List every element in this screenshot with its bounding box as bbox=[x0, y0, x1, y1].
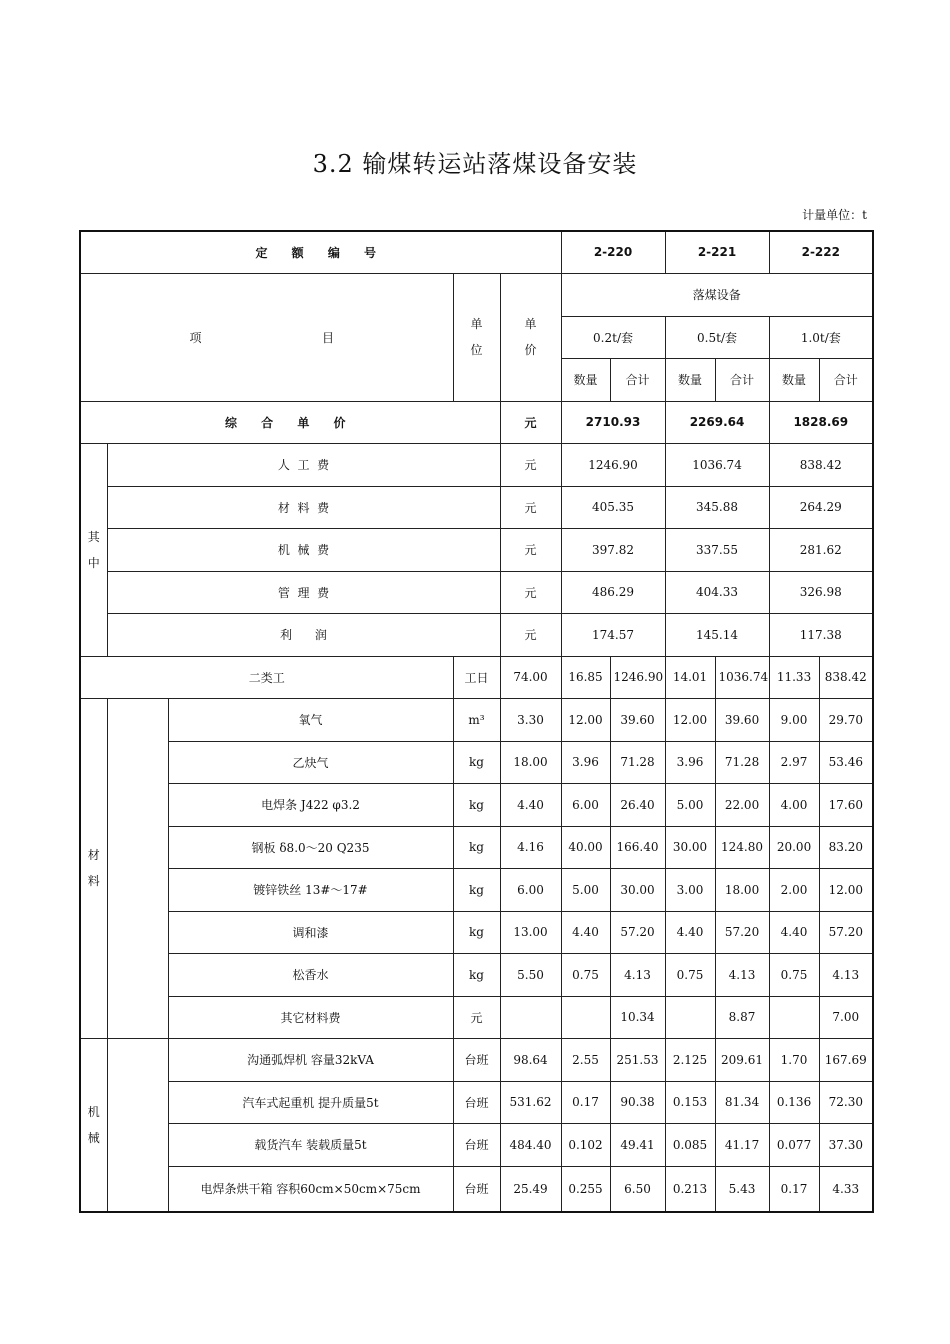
material-cell: 124.80 bbox=[715, 826, 769, 868]
breakdown-unit: 元 bbox=[500, 613, 561, 656]
material-price: 18.00 bbox=[500, 741, 561, 783]
machinery-cell: 0.213 bbox=[665, 1166, 715, 1212]
machinery-price: 98.64 bbox=[500, 1038, 561, 1081]
material-cell: 4.13 bbox=[610, 953, 665, 996]
material-cell: 5.00 bbox=[561, 868, 610, 911]
machinery-price: 484.40 bbox=[500, 1123, 561, 1166]
machinery-row bbox=[80, 1123, 873, 1166]
labor-cell: 1246.90 bbox=[610, 656, 665, 698]
material-cell: 40.00 bbox=[561, 826, 610, 868]
machinery-cell: 1.70 bbox=[769, 1038, 819, 1081]
materials-section bbox=[80, 698, 873, 1038]
machinery-blank bbox=[107, 1038, 168, 1212]
material-cell: 6.00 bbox=[561, 783, 610, 826]
materials-blank bbox=[107, 698, 168, 1038]
labor-price: 74.00 bbox=[500, 656, 561, 698]
machinery-cell: 251.53 bbox=[610, 1038, 665, 1081]
material-cell: 57.20 bbox=[715, 911, 769, 953]
machinery-cell: 0.085 bbox=[665, 1123, 715, 1166]
machinery-name: 沟通弧焊机 容量32kVA bbox=[168, 1038, 453, 1081]
item-label: 项 目 bbox=[80, 273, 453, 401]
labor-cell: 11.33 bbox=[769, 656, 819, 698]
measurement-unit-note: 计量单位：t bbox=[802, 208, 867, 222]
machinery-name: 电焊条烘干箱 容积60cm×50cm×75cm bbox=[168, 1166, 453, 1212]
group-label: 落煤设备 bbox=[561, 273, 873, 316]
material-cell: 12.00 bbox=[665, 698, 715, 741]
machinery-section bbox=[80, 1038, 873, 1212]
breakdown-value: 486.29 bbox=[561, 571, 665, 613]
labor-cell: 14.01 bbox=[665, 656, 715, 698]
machinery-cell: 4.33 bbox=[819, 1166, 873, 1212]
material-cell: 3.00 bbox=[665, 868, 715, 911]
material-price: 4.40 bbox=[500, 783, 561, 826]
breakdown-row bbox=[80, 613, 873, 656]
machinery-cell: 81.34 bbox=[715, 1081, 769, 1123]
machinery-cell: 72.30 bbox=[819, 1081, 873, 1123]
breakdown-unit: 元 bbox=[500, 571, 561, 613]
material-cell: 57.20 bbox=[610, 911, 665, 953]
material-cell bbox=[561, 996, 610, 1038]
material-cell bbox=[665, 996, 715, 1038]
materials-group-label: 材 料 bbox=[80, 698, 107, 1038]
labor-label: 二类工 bbox=[80, 656, 453, 698]
material-row bbox=[80, 953, 873, 996]
material-unit: 元 bbox=[453, 996, 500, 1038]
material-cell: 0.75 bbox=[665, 953, 715, 996]
material-cell: 166.40 bbox=[610, 826, 665, 868]
machinery-cell: 0.255 bbox=[561, 1166, 610, 1212]
material-price bbox=[500, 996, 561, 1038]
breakdown-value: 397.82 bbox=[561, 528, 665, 571]
material-price: 6.00 bbox=[500, 868, 561, 911]
composite-row bbox=[80, 401, 873, 443]
spec-2: 1.0t/套 bbox=[769, 316, 873, 358]
material-name: 其它材料费 bbox=[168, 996, 453, 1038]
machinery-cell: 2.125 bbox=[665, 1038, 715, 1081]
machinery-cell: 49.41 bbox=[610, 1123, 665, 1166]
code-row bbox=[80, 231, 873, 273]
material-cell: 0.75 bbox=[561, 953, 610, 996]
machinery-row bbox=[80, 1081, 873, 1123]
material-row bbox=[80, 911, 873, 953]
breakdown-unit: 元 bbox=[500, 528, 561, 571]
machinery-price: 531.62 bbox=[500, 1081, 561, 1123]
breakdown-value: 345.88 bbox=[665, 486, 769, 528]
labor-cell: 838.42 bbox=[819, 656, 873, 698]
sum-label: 合计 bbox=[819, 358, 873, 401]
breakdown-value: 337.55 bbox=[665, 528, 769, 571]
material-cell: 0.75 bbox=[769, 953, 819, 996]
machinery-unit: 台班 bbox=[453, 1038, 500, 1081]
breakdown-value: 264.29 bbox=[769, 486, 873, 528]
material-cell: 71.28 bbox=[610, 741, 665, 783]
breakdown-label: 管 理 费 bbox=[107, 571, 500, 613]
breakdown-value: 326.98 bbox=[769, 571, 873, 613]
material-name: 电焊条 J422 φ3.2 bbox=[168, 783, 453, 826]
breakdown-value: 1246.90 bbox=[561, 443, 665, 486]
material-row bbox=[80, 868, 873, 911]
material-cell: 4.00 bbox=[769, 783, 819, 826]
material-cell: 53.46 bbox=[819, 741, 873, 783]
material-cell: 4.13 bbox=[715, 953, 769, 996]
machinery-cell: 5.43 bbox=[715, 1166, 769, 1212]
machinery-cell: 0.136 bbox=[769, 1081, 819, 1123]
material-unit: kg bbox=[453, 868, 500, 911]
material-row bbox=[80, 783, 873, 826]
material-cell: 2.00 bbox=[769, 868, 819, 911]
qty-label: 数量 bbox=[769, 358, 819, 401]
material-name: 氧气 bbox=[168, 698, 453, 741]
material-cell: 30.00 bbox=[665, 826, 715, 868]
material-row bbox=[80, 826, 873, 868]
machinery-cell: 2.55 bbox=[561, 1038, 610, 1081]
material-cell: 17.60 bbox=[819, 783, 873, 826]
machinery-row bbox=[80, 1166, 873, 1212]
quota-table bbox=[79, 230, 874, 1213]
machinery-cell: 167.69 bbox=[819, 1038, 873, 1081]
machinery-cell: 0.153 bbox=[665, 1081, 715, 1123]
material-unit: kg bbox=[453, 826, 500, 868]
material-cell: 12.00 bbox=[819, 868, 873, 911]
composite-value: 2269.64 bbox=[665, 401, 769, 443]
code-2-221: 2-221 bbox=[665, 231, 769, 273]
breakdown-value: 281.62 bbox=[769, 528, 873, 571]
material-row bbox=[80, 741, 873, 783]
code-2-220: 2-220 bbox=[561, 231, 665, 273]
material-row bbox=[80, 698, 873, 741]
breakdown-row bbox=[80, 486, 873, 528]
material-cell: 83.20 bbox=[819, 826, 873, 868]
breakdown-value: 838.42 bbox=[769, 443, 873, 486]
material-cell: 9.00 bbox=[769, 698, 819, 741]
breakdown-row bbox=[80, 571, 873, 613]
spec-0: 0.2t/套 bbox=[561, 316, 665, 358]
material-row bbox=[80, 996, 873, 1038]
machinery-cell: 0.102 bbox=[561, 1123, 610, 1166]
material-cell: 12.00 bbox=[561, 698, 610, 741]
breakdown-value: 1036.74 bbox=[665, 443, 769, 486]
machinery-cell: 41.17 bbox=[715, 1123, 769, 1166]
composite-value: 1828.69 bbox=[769, 401, 873, 443]
material-price: 5.50 bbox=[500, 953, 561, 996]
material-unit: kg bbox=[453, 783, 500, 826]
breakdown-label: 利 润 bbox=[107, 613, 500, 656]
material-cell: 71.28 bbox=[715, 741, 769, 783]
machinery-unit: 台班 bbox=[453, 1081, 500, 1123]
material-cell: 29.70 bbox=[819, 698, 873, 741]
machinery-cell: 37.30 bbox=[819, 1123, 873, 1166]
breakdown-unit: 元 bbox=[500, 486, 561, 528]
material-cell: 20.00 bbox=[769, 826, 819, 868]
machinery-unit: 台班 bbox=[453, 1166, 500, 1212]
machinery-cell: 0.17 bbox=[561, 1081, 610, 1123]
code-label: 定 额 编 号 bbox=[80, 231, 561, 273]
spec-1: 0.5t/套 bbox=[665, 316, 769, 358]
machinery-price: 25.49 bbox=[500, 1166, 561, 1212]
material-unit: kg bbox=[453, 741, 500, 783]
machinery-cell: 0.17 bbox=[769, 1166, 819, 1212]
qty-label: 数量 bbox=[561, 358, 610, 401]
code-2-222: 2-222 bbox=[769, 231, 873, 273]
material-cell: 18.00 bbox=[715, 868, 769, 911]
material-cell: 30.00 bbox=[610, 868, 665, 911]
machinery-row bbox=[80, 1038, 873, 1081]
breakdown-value: 145.14 bbox=[665, 613, 769, 656]
breakdown-value: 405.35 bbox=[561, 486, 665, 528]
labor-unit: 工日 bbox=[453, 656, 500, 698]
machinery-cell: 6.50 bbox=[610, 1166, 665, 1212]
page-title: 3.2 输煤转运站落煤设备安装 bbox=[312, 150, 638, 178]
material-cell bbox=[769, 996, 819, 1038]
machinery-cell: 0.077 bbox=[769, 1123, 819, 1166]
material-price: 3.30 bbox=[500, 698, 561, 741]
material-name: 镀锌铁丝 13#～17# bbox=[168, 868, 453, 911]
material-cell: 4.13 bbox=[819, 953, 873, 996]
machinery-name: 载货汽车 装载质量5t bbox=[168, 1123, 453, 1166]
qty-label: 数量 bbox=[665, 358, 715, 401]
sum-label: 合计 bbox=[715, 358, 769, 401]
breakdown-label: 机 械 费 bbox=[107, 528, 500, 571]
composite-value: 2710.93 bbox=[561, 401, 665, 443]
breakdown-unit: 元 bbox=[500, 443, 561, 486]
material-unit: m³ bbox=[453, 698, 500, 741]
breakdown-row bbox=[80, 443, 873, 486]
machinery-name: 汽车式起重机 提升质量5t bbox=[168, 1081, 453, 1123]
machinery-group-label: 机 械 bbox=[80, 1038, 107, 1212]
machinery-cell: 90.38 bbox=[610, 1081, 665, 1123]
breakdown-value: 174.57 bbox=[561, 613, 665, 656]
material-cell: 4.40 bbox=[769, 911, 819, 953]
material-price: 4.16 bbox=[500, 826, 561, 868]
material-cell: 2.97 bbox=[769, 741, 819, 783]
breakdown-value: 117.38 bbox=[769, 613, 873, 656]
breakdown-group-label: 其 中 bbox=[80, 443, 107, 656]
labor-row bbox=[80, 656, 873, 698]
composite-unit: 元 bbox=[500, 401, 561, 443]
breakdown-label: 人 工 费 bbox=[107, 443, 500, 486]
material-cell: 4.40 bbox=[561, 911, 610, 953]
material-cell: 39.60 bbox=[715, 698, 769, 741]
labor-cell: 1036.74 bbox=[715, 656, 769, 698]
material-name: 松香水 bbox=[168, 953, 453, 996]
material-unit: kg bbox=[453, 911, 500, 953]
material-cell: 3.96 bbox=[665, 741, 715, 783]
sum-label: 合计 bbox=[610, 358, 665, 401]
unit-label: 单 位 bbox=[453, 273, 500, 401]
labor-cell: 16.85 bbox=[561, 656, 610, 698]
material-name: 调和漆 bbox=[168, 911, 453, 953]
breakdown-label: 材 料 费 bbox=[107, 486, 500, 528]
material-cell: 3.96 bbox=[561, 741, 610, 783]
header-row-1 bbox=[80, 273, 873, 316]
material-cell: 39.60 bbox=[610, 698, 665, 741]
material-cell: 5.00 bbox=[665, 783, 715, 826]
breakdown-row bbox=[80, 528, 873, 571]
material-name: 乙炔气 bbox=[168, 741, 453, 783]
composite-label: 综 合 单 价 bbox=[80, 401, 500, 443]
material-cell: 10.34 bbox=[610, 996, 665, 1038]
material-cell: 4.40 bbox=[665, 911, 715, 953]
machinery-unit: 台班 bbox=[453, 1123, 500, 1166]
material-cell: 26.40 bbox=[610, 783, 665, 826]
material-cell: 22.00 bbox=[715, 783, 769, 826]
machinery-cell: 209.61 bbox=[715, 1038, 769, 1081]
material-name: 钢板 δ8.0～20 Q235 bbox=[168, 826, 453, 868]
material-unit: kg bbox=[453, 953, 500, 996]
breakdown-value: 404.33 bbox=[665, 571, 769, 613]
material-cell: 7.00 bbox=[819, 996, 873, 1038]
material-price: 13.00 bbox=[500, 911, 561, 953]
material-cell: 8.87 bbox=[715, 996, 769, 1038]
material-cell: 57.20 bbox=[819, 911, 873, 953]
price-label: 单 价 bbox=[500, 273, 561, 401]
